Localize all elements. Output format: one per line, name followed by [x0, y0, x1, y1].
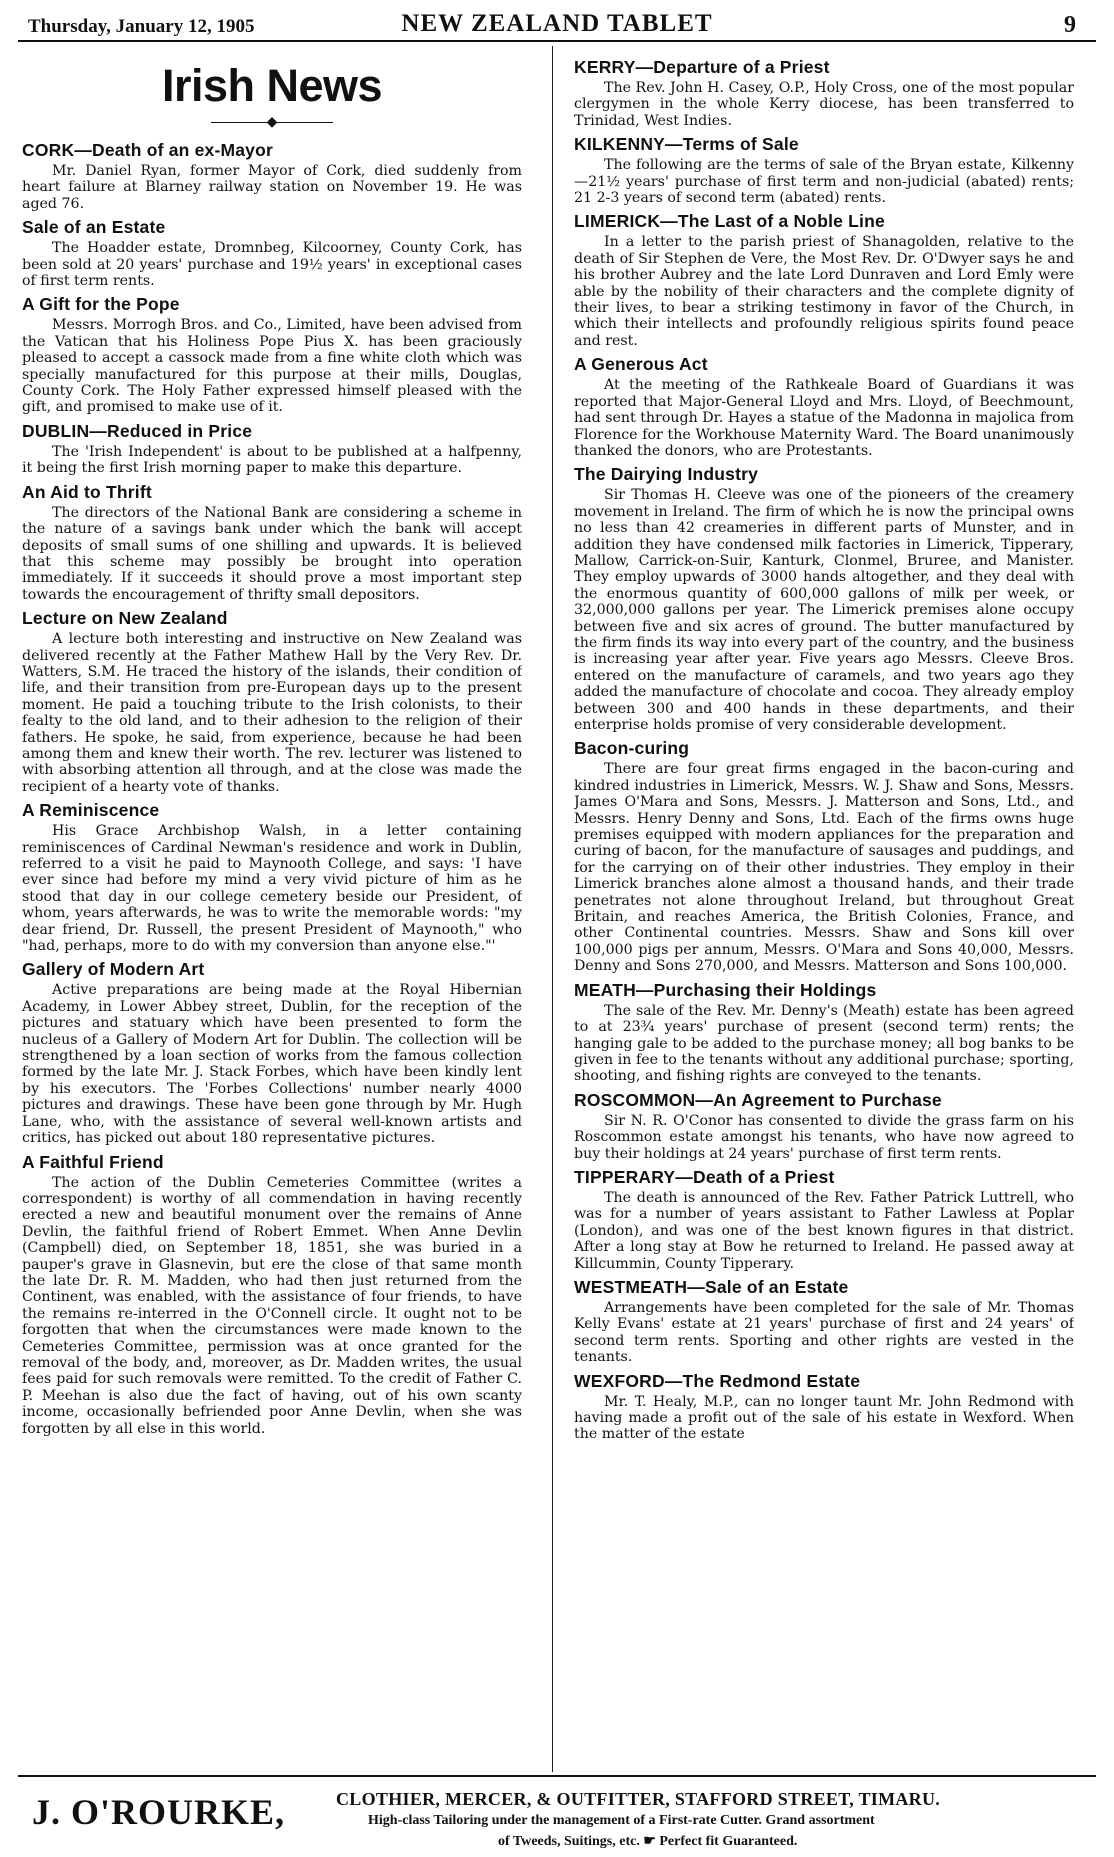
- article-paragraph: The following are the terms of sale of the Bryan estate, Kilkenny—21½ years' purchase of first term and non-judicial (abated) rents; 21 2-3 years of second term (abated) rents.: [574, 157, 1074, 207]
- article-heading: TIPPERARY—Death of a Priest: [574, 1166, 835, 1187]
- article-heading: Gallery of Modern Art: [22, 959, 205, 980]
- left-articles: [22, 140, 522, 1437]
- article: [574, 211, 1074, 349]
- right-column: [574, 52, 1074, 1764]
- article-heading: An Aid to Thrift: [22, 481, 152, 502]
- article: [574, 464, 1074, 733]
- advertiser-trade: CLOTHIER, MERCER, & OUTFITTER, STAFFORD STREET, TIMARU.: [336, 1789, 941, 1809]
- article-heading: A Faithful Friend: [22, 1151, 164, 1172]
- page-number: 9: [1064, 12, 1076, 38]
- article-heading: MEATH—Purchasing their Holdings: [574, 979, 877, 1000]
- article-heading: A Gift for the Pope: [22, 294, 180, 315]
- article-paragraph: His Grace Archbishop Walsh, in a letter containing reminiscences of Cardinal Newman's residence and work in Dublin, referred to a visit he paid to Maynooth College, and says: 'I have ever since had before my mind a very vivid picture of him as he stood that day in our college cemetery beside our President, of whom, years afterwards, he was to write the memorable words: "my dear friend, Dr. Russell, the present President of Maynooth," who "had, perhaps, more to do with my conversion than anyone else."': [22, 823, 522, 955]
- article: [574, 57, 1074, 129]
- article: [22, 482, 522, 603]
- article-paragraph: In a letter to the parish priest of Shanagolden, relative to the death of Sir Stephen de Vere, the Most Rev. Dr. O'Dwyer says he and his brother Aubrey and the late Lord Dunraven and Lord Emly were able by the nobility of their characters and the complete dignity of their lives, to bear a striking testimony in favor of the Church, in which their intellects and profoundly religious spirits found peace and rest.: [574, 234, 1074, 349]
- column-divider: [552, 46, 553, 1772]
- title-ornament: [22, 114, 522, 130]
- newspaper-name: NEW ZEALAND TABLET: [401, 10, 713, 37]
- article-paragraph: The action of the Dublin Cemeteries Committee (writes a correspondent) is worthy of all commendation in having recently erected a new and beautiful monument over the remains of Anne Devlin, the faithful friend of Robert Emmet. When Anne Devlin (Campbell) died, on September 18, 1851, she was buried in a pauper's grave in Glasnevin, but ere the close of that same month the late Dr. R. M. Madden, who had then just returned from the Continent, was enabled, with the assistance of four friends, to have the remains re-interred in the O'Connell circle. It ought not to be forgotten that when the circumstances were made known to the Cemeteries Committee, permission was at once granted for the removal of the body, and, moreover, as Dr. Madden writes, the usual fees paid for such removals were remitted. To the credit of Father C. P. Meehan is also due the fact of having, out of his own scanty income, occasionally befriended poor Anne Devlin, when she was forgotten by all else in this world.: [22, 1174, 522, 1437]
- article-paragraph: The Rev. John H. Casey, O.P., Holy Cross, one of the most popular clergymen in the whole Kerry diocese, has been transferred to Trinidad, West Indies.: [574, 80, 1074, 129]
- advertiser-guarantee: of Tweeds, Suitings, etc. ☛ Perfect fit Guaranteed.: [498, 1834, 798, 1849]
- article: [22, 1152, 522, 1438]
- article-paragraph: Mr. Daniel Ryan, former Mayor of Cork, died suddenly from heart failure at Blarney railway station on November 19. He was aged 76.: [22, 163, 522, 212]
- diamond-icon: ◆: [266, 114, 278, 130]
- issue-date: Thursday, January 12, 1905: [28, 16, 255, 37]
- right-articles: [574, 57, 1074, 1443]
- page-header: [18, 6, 1096, 42]
- article: [574, 1277, 1074, 1366]
- article-heading: LIMERICK—The Last of a Noble Line: [574, 211, 885, 232]
- article: [22, 608, 522, 795]
- article-paragraph: Sir Thomas H. Cleeve was one of the pioneers of the creamery movement in Ireland. The firm of which he is now the principal owns no less than 42 creameries in different parts of Munster, and in addition they have condensed milk factories in Limerick, Tipperary, Mallow, Carrick-on-Suir, Kanturk, Clonmel, Bruree, and Manister. They employ upwards of 3000 hands altogether, and they deal with the enormous quantity of 600,000 gallons of milk per week, or 32,000,000 gallons per year. The Limerick premises alone occupy between five and six acres of ground. The butter manufactured by the firm finds its way into every part of the country, and the business is increasing year after year. Five years ago Messrs. Cleeve Bros. entered on the manufacture of caramels, and two years ago they added the manufacture of chocolate and cocoa. They already employ between 300 and 400 hands in these departments, and their enterprise holds promise of very considerable development.: [574, 487, 1074, 733]
- article: [22, 800, 522, 954]
- article: [574, 1371, 1074, 1443]
- article: [22, 421, 522, 477]
- advertiser-tagline: High-class Tailoring under the management of a First-rate Cutter. Grand assortment: [368, 1813, 875, 1828]
- article-paragraph: The death is announced of the Rev. Father Patrick Luttrell, who was for a number of years assistant to Father Lawless at Poplar (London), and was one of the best known figures in that district. After a long stay at Bow he returned to Ireland. He passed away at Killcummin, County Tipperary.: [574, 1189, 1074, 1272]
- article-heading: CORK—Death of an ex-Mayor: [22, 140, 274, 160]
- article: [574, 1167, 1074, 1272]
- article: [22, 140, 522, 212]
- article-heading: WESTMEATH—Sale of an Estate: [574, 1276, 849, 1297]
- article-heading: The Dairying Industry: [574, 464, 759, 485]
- article-paragraph: The directors of the National Bank are considering a scheme in the nature of a savings bank under which the bank will accept deposits of small sums of one shilling and upwards. It is believed that this scheme may possibly be brought into operation immediately. If it succeeds it should prove a most important step towards the encouragement of thrifty small depositors.: [22, 504, 522, 603]
- article-heading: DUBLIN—Reduced in Price: [22, 420, 253, 441]
- article-paragraph: There are four great firms engaged in the bacon-curing and kindred industries in Limerick, Messrs. W. J. Shaw and Sons, Messrs. James O'Mara and Sons, Messrs. J. Matterson and Sons, Ltd., and Messrs. Henry Denny and Sons, Ltd. Each of the firms owns huge premises equipped with modern appliances for the preparation and curing of bacon, for the manufacture of sausages and puddings, and for the carrying on of their other industries. They employ in their Limerick branches alone almost a thousand hands, and their trade penetrates not alone throughout Ireland, but throughout Great Britain, and reaches America, the British Colonies, France, and other Continental countries. Messrs. Shaw and Sons kill over 100,000 pigs per annum, Messrs. O'Mara and Sons 40,000, Messrs. Denny and Sons 270,000, and Messrs. Matterson and Sons 100,000.: [574, 761, 1074, 975]
- article-heading: Bacon-curing: [574, 738, 690, 759]
- article-paragraph: A lecture both interesting and instructive on New Zealand was delivered recently at the Father Mathew Hall by the Very Rev. Dr. Watters, S.M. He traced the history of the islands, their condition of life, and their transition from pre-European days up to the present moment. He paid a touching tribute to the Irish colonists, to their fealty to the old land, and to their adhesion to the religion of their fathers. He spoke, he said, from experience, because he had been among them and knew their worth. The rev. lecturer was listened to with absorbing attention all through, and at the close was made the recipient of a hearty vote of thanks.: [22, 631, 522, 795]
- left-column: [22, 52, 522, 1764]
- article-paragraph: The Hoadder estate, Dromnbeg, Kilcoorney, County Cork, has been sold at 20 years' purchase and 19½ years' in exceptional cases of first term rents.: [22, 240, 522, 290]
- advertiser-name: J. O'ROURKE,: [32, 1792, 286, 1832]
- article-paragraph: Arrangements have been completed for the sale of Mr. Thomas Kelly Evans' estate at 21 years' purchase of first and 24 years' of second term rents. Sporting and other rights are vested in the tenants.: [574, 1299, 1074, 1366]
- article-heading: A Reminiscence: [22, 800, 160, 821]
- article-paragraph: At the meeting of the Rathkeale Board of Guardians it was reported that Major-General Lloyd and Mrs. Lloyd, of Beechmount, had sent through Dr. Hayes a statue of the Madonna in majolica from Florence for the Workhouse Maternity Ward. The Board unanimously thanked the donors, who are Protestants.: [574, 377, 1074, 459]
- article-paragraph: Sir N. R. O'Conor has consented to divide the grass farm on his Roscommon estate amongst his tenants, who have now agreed to buy their holdings at 24 years' purchase of first term rents.: [574, 1112, 1074, 1162]
- article: [22, 217, 522, 289]
- article-heading: KERRY—Departure of a Priest: [574, 57, 830, 77]
- article-paragraph: The sale of the Rev. Mr. Denny's (Meath) estate has been agreed to at 23¾ years' purchase of present (second term) rents; the hanging gale to be added to the purchase money; all bog banks to be given in fee to the tenants without any additional purchase; sporting, shooting, and fishing rights are conveyed to the tenants.: [574, 1002, 1074, 1085]
- article: [574, 134, 1074, 206]
- article-heading: KILKENNY—Terms of Sale: [574, 134, 799, 155]
- article-paragraph: Messrs. Morrogh Bros. and Co., Limited, have been advised from the Vatican that his Holiness Pope Pius X. has been graciously pleased to accept a cassock made from a fine white cloth which was specially manufactured for this purpose at their mills, Douglas, County Cork. The Holy Father expressed himself pleased with the gift, and promised to make use of it.: [22, 317, 522, 416]
- article: [22, 294, 522, 415]
- article-heading: WEXFORD—The Redmond Estate: [574, 1370, 861, 1391]
- section-title: Irish News: [161, 60, 383, 111]
- article: [574, 354, 1074, 459]
- article-heading: Sale of an Estate: [22, 217, 166, 238]
- article-heading: A Generous Act: [574, 354, 708, 375]
- article: [574, 980, 1074, 1085]
- article-heading: Lecture on New Zealand: [22, 608, 228, 629]
- article: [574, 738, 1074, 974]
- article-paragraph: Mr. T. Healy, M.P., can no longer taunt Mr. John Redmond with having made a profit out of the sale of his estate in Wexford. When the matter of the estate: [574, 1393, 1074, 1443]
- article-paragraph: Active preparations are being made at the Royal Hibernian Academy, in Lower Abbey street, Dublin, for the reception of the pictures and statuary which have been presented to form the nucleus of a Gallery of Modern Art for Dublin. The collection will be strengthened by a loan section of works from the famous collection formed by the late Mr. J. Stack Forbes, which have been kindly lent by his executors. The 'Forbes Collections' number nearly 4000 pictures and drawings. These have been gone through by Mr. Hugh Lane, who, with the assistance of several well-known artists and critics, has picked out about 180 representative pictures.: [22, 982, 522, 1147]
- article-paragraph: The 'Irish Independent' is about to be published at a halfpenny, it being the first Irish morning paper to make this departure.: [22, 443, 522, 477]
- advertisement: [18, 1775, 1096, 1857]
- article-heading: ROSCOMMON—An Agreement to Purchase: [574, 1089, 942, 1110]
- article: [22, 959, 522, 1146]
- article: [574, 1090, 1074, 1162]
